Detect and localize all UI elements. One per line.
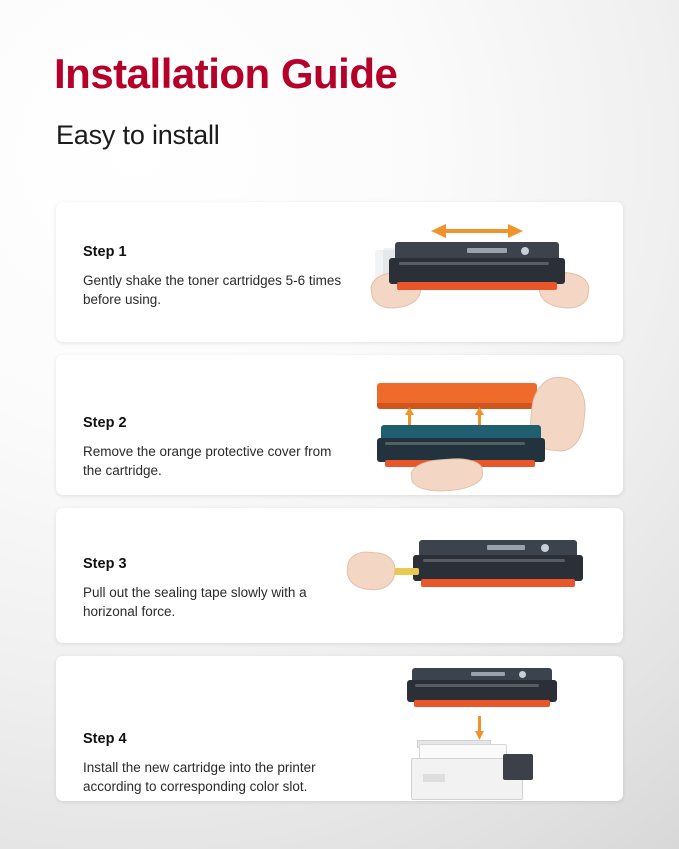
step-1-description: Gently shake the toner cartridges 5-6 times before using.	[83, 273, 342, 308]
step-3-illustration	[353, 508, 623, 643]
down-arrow-icon	[475, 716, 484, 740]
step-2-illustration	[353, 355, 623, 495]
step-3-text	[83, 556, 353, 621]
step-2-description: Remove the orange protective cover from the cartridge.	[83, 444, 332, 479]
list-item	[56, 355, 623, 495]
orange-protective-cover	[377, 383, 537, 405]
printer	[411, 740, 539, 798]
step-3-label: Step 3	[83, 556, 127, 572]
toner-cartridge	[413, 540, 583, 590]
step-1-label: Step 1	[83, 244, 127, 260]
step-4-label: Step 4	[83, 731, 127, 747]
list-item	[56, 508, 623, 643]
toner-cartridge	[407, 668, 557, 710]
double-arrow-icon	[431, 224, 523, 238]
step-4-illustration	[353, 656, 623, 801]
toner-cartridge	[389, 242, 565, 294]
page-title: Installation Guide	[54, 50, 398, 97]
step-2-label: Step 2	[83, 415, 127, 431]
step-4-description: Install the new cartridge into the printer according to corresponding color slot.	[83, 760, 316, 795]
step-1-illustration	[353, 202, 623, 342]
list-item	[56, 202, 623, 342]
page-subtitle: Easy to install	[56, 120, 220, 150]
step-1-text	[83, 244, 353, 309]
step-4-text	[83, 731, 353, 796]
hand-pulling	[346, 550, 397, 591]
step-3-description: Pull out the sealing tape slowly with a horizonal force.	[83, 585, 307, 620]
list-item	[56, 656, 623, 801]
steps-list	[56, 202, 623, 814]
step-2-text	[83, 415, 353, 480]
